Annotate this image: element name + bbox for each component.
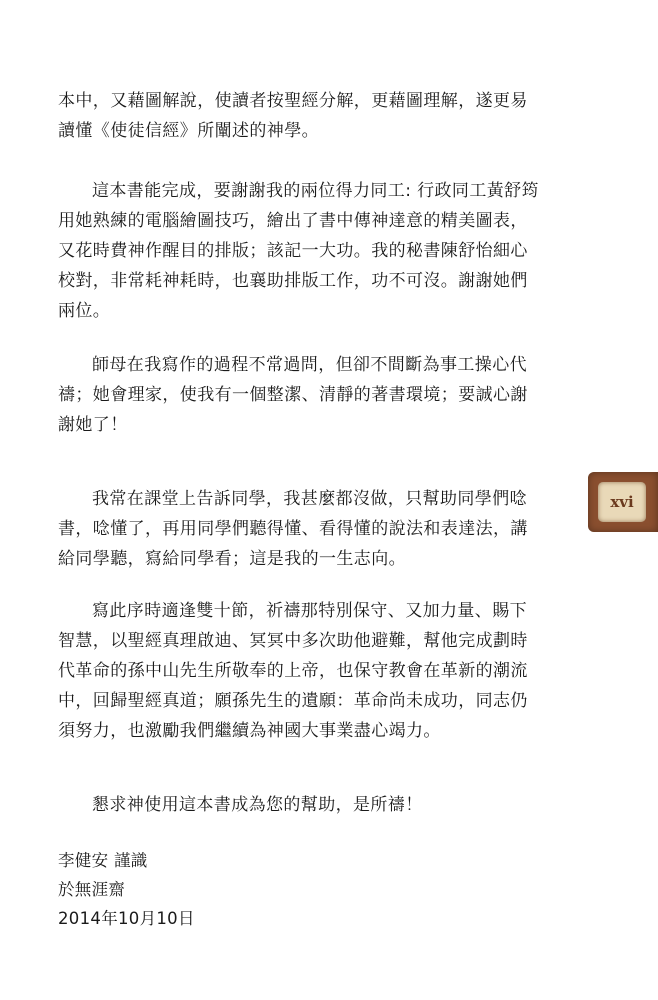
- paragraph-4: [58, 484, 598, 574]
- text-line: 中，回歸聖經真道；願孫先生的遺願：革命尚未成功，同志仍: [58, 691, 528, 711]
- page-number: xvi: [610, 493, 634, 511]
- text-line: 給同學聽，寫給同學看；這是我的一生志向。: [58, 549, 406, 569]
- signature-author: 李健安 謹識: [58, 851, 148, 870]
- paragraph-1: [58, 86, 598, 146]
- text-line: 寫此序時適逢雙十節，祈禱那特別保守、又加力量、賜下: [92, 601, 527, 621]
- paragraph-5: [58, 596, 598, 746]
- page-number-tab: [588, 472, 658, 532]
- text-line: 謝她了！: [58, 415, 128, 435]
- text-line: 禱；她會理家，使我有一個整潔、清靜的著書環境；要誠心謝: [58, 385, 528, 405]
- text-line: 我常在課堂上告訴同學，我甚麼都沒做，只幫助同學們唸: [92, 489, 527, 509]
- text-line: 又花時費神作醒目的排版；該記一大功。我的秘書陳舒怡細心: [58, 241, 528, 261]
- text-line: 須努力，也激勵我們繼續為神國大事業盡心竭力。: [58, 721, 441, 741]
- text-line: 兩位。: [58, 301, 111, 321]
- signature-block: [58, 846, 195, 933]
- text-line: 代革命的孫中山先生所敬奉的上帝，也保守教會在革新的潮流: [58, 661, 528, 681]
- signature-place: 於無涯齋: [58, 880, 126, 899]
- paragraph-6: [58, 790, 598, 820]
- text-line: 智慧，以聖經真理啟迪、冥冥中多次助他避難，幫他完成劃時: [58, 631, 528, 651]
- scroll-icon: [598, 482, 646, 522]
- paragraph-2: [58, 176, 598, 326]
- text-line: 師母在我寫作的過程不常過問，但卻不間斷為事工操心代: [92, 355, 527, 375]
- signature-date: 2014年10月10日: [58, 909, 195, 928]
- text-line: 讀懂《使徒信經》所闡述的神學。: [58, 121, 319, 141]
- text-line: 書，唸懂了，再用同學們聽得懂、看得懂的說法和表達法，講: [58, 519, 528, 539]
- text-line: 懇求神使用這本書成為您的幫助，是所禱！: [92, 795, 423, 815]
- text-line: 本中，又藉圖解說，使讀者按聖經分解，更藉圖理解，遂更易: [58, 91, 528, 111]
- text-line: 用她熟練的電腦繪圖技巧，繪出了書中傳神達意的精美圖表，: [58, 211, 528, 231]
- paragraph-3: [58, 350, 598, 440]
- text-line: 這本書能完成，要謝謝我的兩位得力同工: 行政同工黃舒筠: [92, 181, 539, 201]
- text-line: 校對，非常耗神耗時，也襄助排版工作，功不可沒。謝謝她們: [58, 271, 528, 291]
